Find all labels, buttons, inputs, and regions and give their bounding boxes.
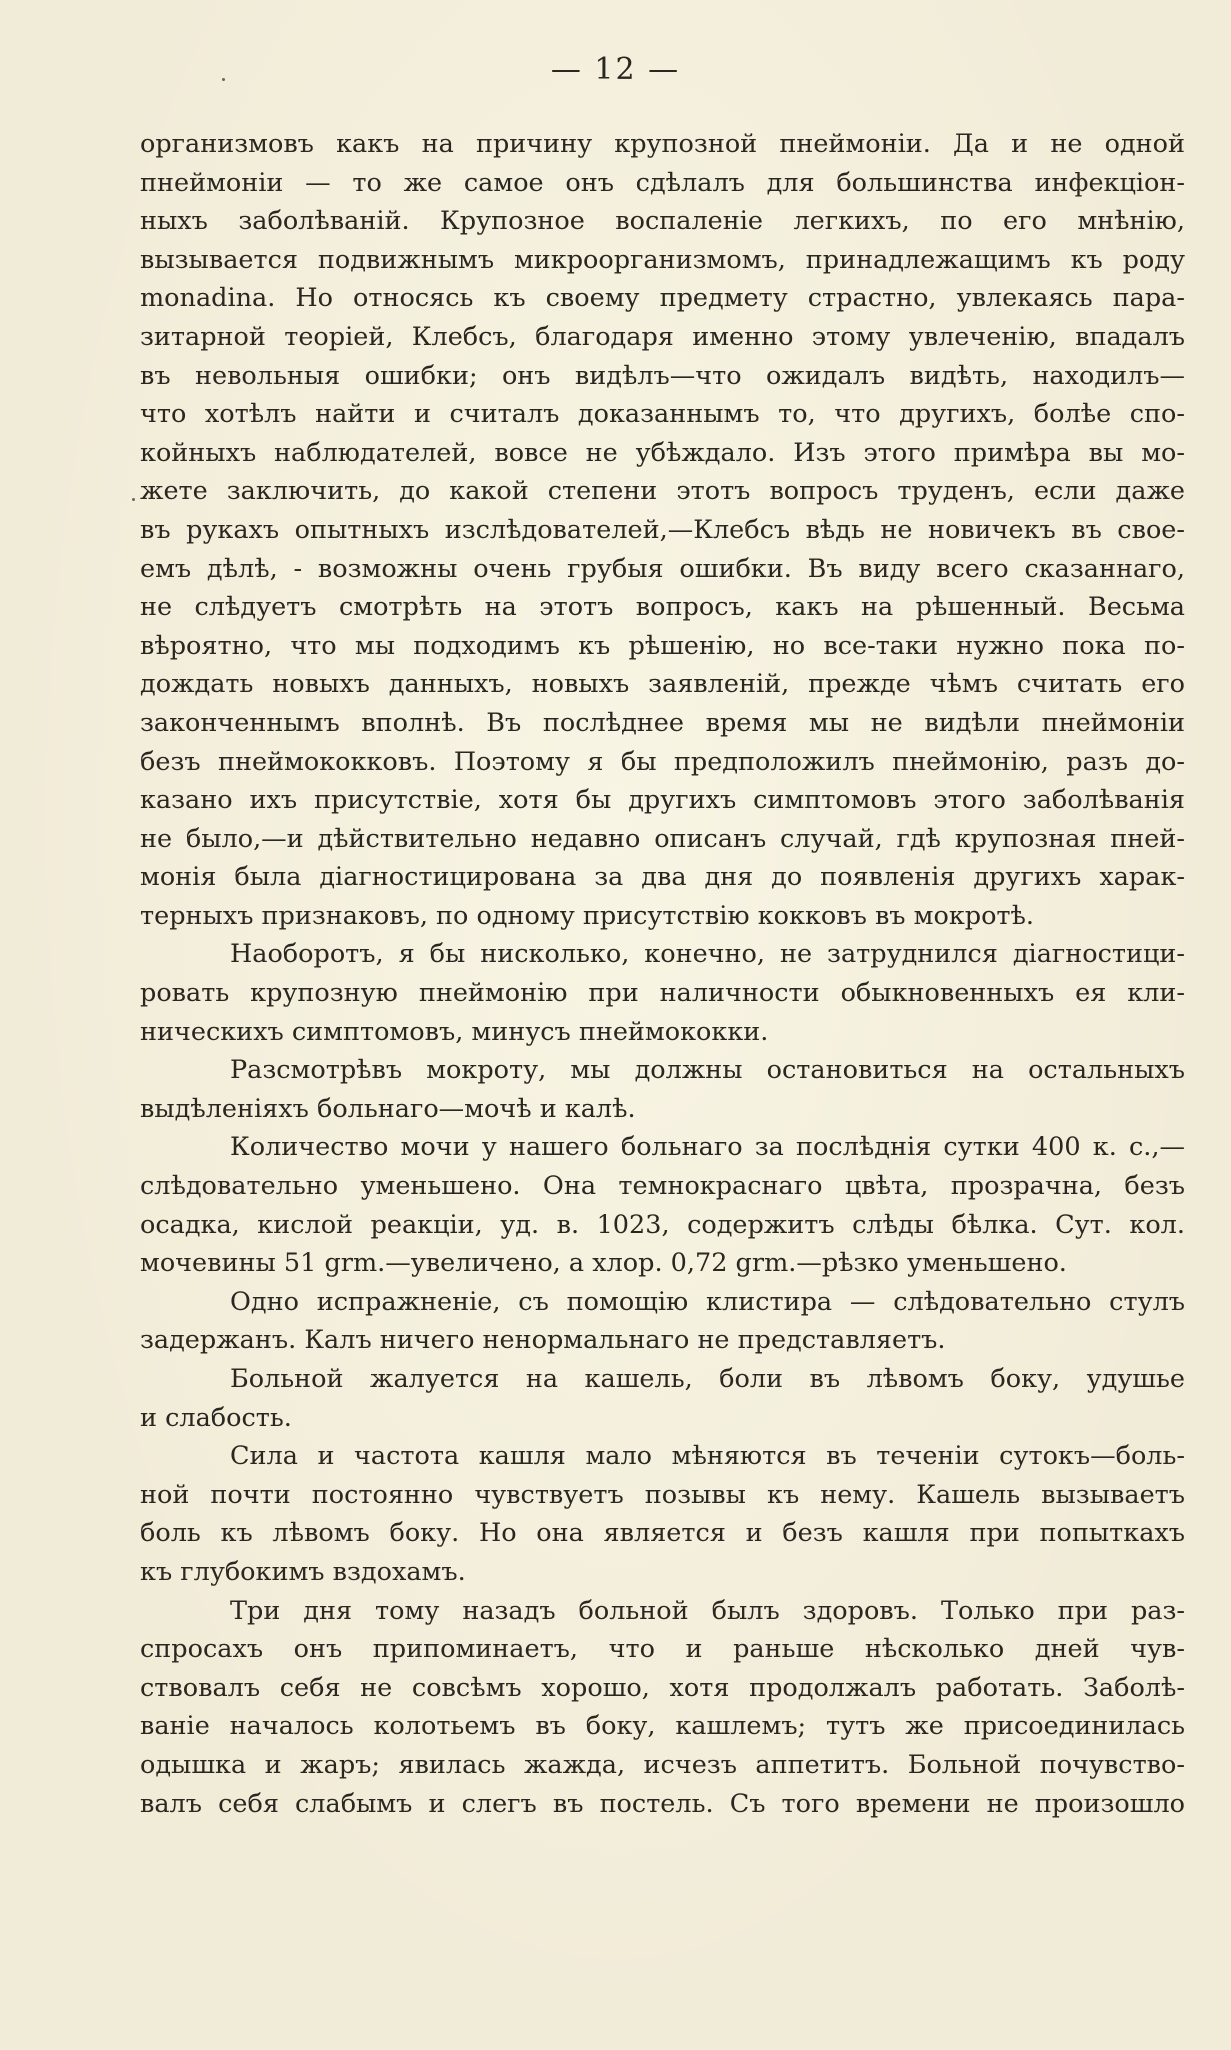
text-line: ваніе началось колотьемъ въ боку, кашлемъ; тутъ же присоединилась [140, 1711, 1185, 1742]
text-line: дождать новыхъ данныхъ, новыхъ заявленій, прежде чѣмъ считать его [140, 669, 1185, 700]
text-line: ствовалъ себя не совсѣмъ хорошо, хотя продолжалъ работать. Заболѣ- [140, 1672, 1185, 1703]
text-line: Количество мочи у нашего больнаго за послѣднія сутки 400 к. с.,— [230, 1132, 1185, 1163]
paragraph [140, 1437, 1185, 1591]
text-line: казано ихъ присутствіе, хотя бы другихъ симптомовъ этого заболѣванія [140, 785, 1185, 816]
text-line: терныхъ признаковъ, по одному присутствію кокковъ въ мокротѣ. [140, 900, 1035, 931]
text-line: вѣроятно, что мы подходимъ къ рѣшенію, но все-таки нужно пока по- [140, 630, 1185, 661]
text-line: жете заключить, до какой степени этотъ вопросъ труденъ, если даже [140, 476, 1185, 507]
text-line: и слабость. [140, 1402, 292, 1433]
text-line: ровать крупозную пнеймонію при наличности обыкновенныхъ ея кли- [140, 978, 1185, 1009]
text-line: Разсмотрѣвъ мокроту, мы должны остановиться на остальныхъ [230, 1055, 1185, 1086]
text-line: ныхъ заболѣваній. Крупозное воспаленіе легкихъ, по его мнѣнію, [140, 206, 1185, 237]
text-line: одышка и жаръ; явилась жажда, исчезъ аппетитъ. Больной почувство- [140, 1749, 1185, 1780]
text-line: Наоборотъ, я бы нисколько, конечно, не затруднился діагностици- [230, 939, 1185, 970]
paragraph [140, 125, 1185, 935]
text-line: Три дня тому назадъ больной былъ здоровъ. Только при раз- [230, 1595, 1185, 1626]
paragraph [140, 1283, 1185, 1360]
text-line: къ глубокимъ вздохамъ. [140, 1556, 466, 1587]
text-line: безъ пнеймококковъ. Поэтому я бы предположилъ пнеймонію, разъ до- [140, 746, 1185, 777]
text-line: задержанъ. Калъ ничего ненормальнаго не представляетъ. [140, 1325, 946, 1356]
text-line: организмовъ какъ на причину крупозной пнеймоніи. Да и не одной [140, 129, 1185, 159]
paragraph [140, 1360, 1185, 1437]
print-speck [132, 498, 135, 501]
paragraph [140, 1128, 1185, 1282]
text-line: монія была діагностицирована за два дня до появленія другихъ харак- [140, 862, 1185, 893]
text-line: выдѣленіяхъ больнаго—мочѣ и калѣ. [140, 1093, 636, 1124]
text-line: койныхъ наблюдателей, вовсе не убѣждало. Изъ этого примѣра вы мо- [140, 437, 1185, 468]
text-line: спросахъ онъ припоминаетъ, что и раньше нѣсколько дней чув- [140, 1634, 1185, 1665]
paragraph [140, 1051, 1185, 1128]
text-line: зитарной теоріей, Клебсъ, благодаря именно этому увлеченію, впадалъ [140, 321, 1185, 352]
paragraph [140, 935, 1185, 1051]
paragraph [140, 1592, 1185, 1824]
text-line: monadina. Но относясь къ своему предмету страстно, увлекаясь пара- [140, 283, 1185, 314]
text-line: ническихъ симптомовъ, минусъ пнеймококки. [140, 1016, 769, 1047]
text-line: не слѣдуетъ смотрѣть на этотъ вопросъ, какъ на рѣшенный. Весьма [140, 592, 1185, 623]
text-line: Одно испражненіе, съ помощію клистира — слѣдовательно стулъ [230, 1286, 1185, 1317]
text-line: не было,—и дѣйствительно недавно описанъ случай, гдѣ крупозная пней- [140, 823, 1185, 854]
text-line: осадка, кислой реакціи, уд. в. 1023, содержитъ слѣды бѣлка. Сут. кол. [140, 1209, 1185, 1240]
text-body [140, 125, 1185, 1823]
text-line: боль къ лѣвомъ боку. Но она является и безъ кашля при попыткахъ [140, 1518, 1185, 1549]
text-line: въ невольныя ошибки; онъ видѣлъ—что ожидалъ видѣть, находилъ— [140, 360, 1185, 391]
text-line: Сила и частота кашля мало мѣняются въ теченіи сутокъ—боль- [230, 1441, 1185, 1472]
text-line: слѣдовательно уменьшено. Она темнокраснаго цвѣта, прозрачна, безъ [140, 1171, 1185, 1202]
text-line: законченнымъ вполнѣ. Въ послѣднее время мы не видѣли пнеймоніи [140, 707, 1185, 738]
page-number: — 12 — [550, 52, 681, 87]
text-line: валъ себя слабымъ и слегъ въ постель. Съ того времени не произошло [140, 1788, 1185, 1819]
text-line: мочевины 51 grm.—увеличено, а хлор. 0,72 grm.—рѣзко уменьшено. [140, 1248, 1067, 1279]
text-line: ной почти постоянно чувствуетъ позывы къ нему. Кашель вызываетъ [140, 1479, 1185, 1510]
text-line: вызывается подвижнымъ микроорганизмомъ, принадлежащимъ къ роду [140, 244, 1185, 275]
text-line: въ рукахъ опытныхъ изслѣдователей,—Клебсъ вѣдь не новичекъ въ свое- [140, 514, 1185, 545]
text-line: емъ дѣлѣ, - возможны очень грубыя ошибки. Въ виду всего сказаннаго, [140, 553, 1185, 584]
text-line: пнеймоніи — то же самое онъ сдѣлалъ для большинства инфекціон- [140, 167, 1185, 198]
text-line: Больной жалуется на кашель, боли въ лѣвомъ боку, удушье [230, 1364, 1185, 1394]
text-line: что хотѣлъ найти и считалъ доказаннымъ то, что другихъ, болѣе спо- [140, 399, 1185, 430]
